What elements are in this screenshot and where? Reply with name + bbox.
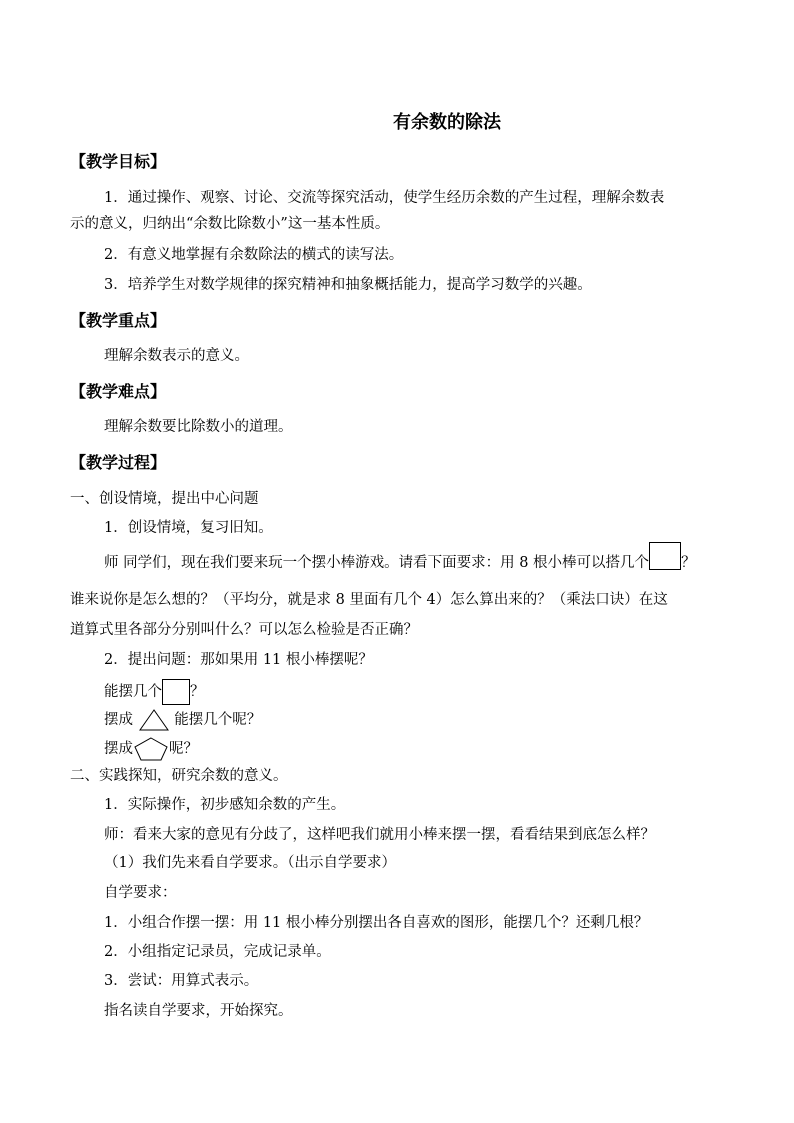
requirements-title: 自学要求： [104,885,177,901]
teacher-dialogue-1-line-3: 道算式里各部分分别叫什么？可以怎么检验是否正确？ [70,622,418,638]
goal-3: 3．培养学生对数学规律的探究精神和抽象概括能力，提高学习数学的兴趣。 [104,277,592,293]
process-step-2: 二、实践探知，研究余数的意义。 [70,768,288,784]
square-shape-icon [162,679,190,705]
page-title: 有余数的除法 [393,112,501,133]
question-triangle-end: 能摆几个呢？ [174,712,262,728]
section-heading-key: 【教学重点】 [70,311,167,330]
teacher-dialogue-1-line-1 [104,553,696,573]
goal-1-line-1: 1．通过操作、观察、讨论、交流等探究活动，使学生经历余数的产生过程，理解余数表 [104,190,665,206]
question-square [104,679,205,705]
process-step-1: 一、创设情境，提出中心问题 [70,491,259,507]
requirement-1: 1．小组合作摆一摆：用 11 根小棒分别摆出各自喜欢的图形，能摆几个？还剩几根？ [104,915,649,931]
question-pentagon-end: 呢？ [169,741,198,757]
requirement-2: 2．小组指定记录员，完成记录单。 [104,944,331,960]
section-heading-process: 【教学过程】 [70,453,167,472]
question-triangle [104,708,261,732]
process-step-1-2: 2．提出问题：那如果用 11 根小棒摆呢？ [104,652,373,668]
sub-step-1: （1）我们先来看自学要求。（出示自学要求） [104,855,396,871]
teacher-dialogue-1-text: 师 同学们，现在我们要来玩一个摆小棒游戏。请看下面要求：用 8 根小棒可以搭几个 [104,555,650,571]
goal-1-line-2: 示的意义，归纳出“余数比除数小”这一基本性质。 [70,216,390,232]
key-point-text: 理解余数表示的意义。 [104,348,249,364]
closing-instruction: 指名读自学要求，开始探究。 [104,1003,293,1019]
section-heading-goals: 【教学目标】 [70,152,167,171]
square-shape-icon [649,542,681,570]
difficulty-text: 理解余数要比除数小的道理。 [104,419,293,435]
question-pentagon-text: 摆成 [104,741,133,757]
teacher-dialogue-1-question-mark: ？ [681,555,696,571]
question-square-text: 能摆几个 [104,684,162,700]
teacher-dialogue-1-line-2: 谁来说你是怎么想的？（平均分，就是求 8 里面有几个 4）怎么算出来的？（乘法口诀）在这 [70,592,668,608]
question-triangle-text: 摆成 [104,712,133,728]
question-pentagon [104,736,198,762]
requirement-3: 3．尝试：用算式表示。 [104,973,259,989]
teacher-dialogue-2: 师：看来大家的意见有分歧了，这样吧我们就用小棒来摆一摆，看看结果到底怎么样？ [104,827,655,843]
pentagon-shape-icon [133,736,169,762]
section-heading-difficulty: 【教学难点】 [70,382,167,401]
process-step-1-1: 1．创设情境，复习旧知。 [104,520,273,536]
triangle-shape-icon [138,708,170,732]
goal-2: 2．有意义地掌握有余数除法的横式的读写法。 [104,247,404,263]
process-step-2-1: 1．实际操作，初步感知余数的产生。 [104,797,346,813]
question-square-end: ？ [190,684,205,700]
